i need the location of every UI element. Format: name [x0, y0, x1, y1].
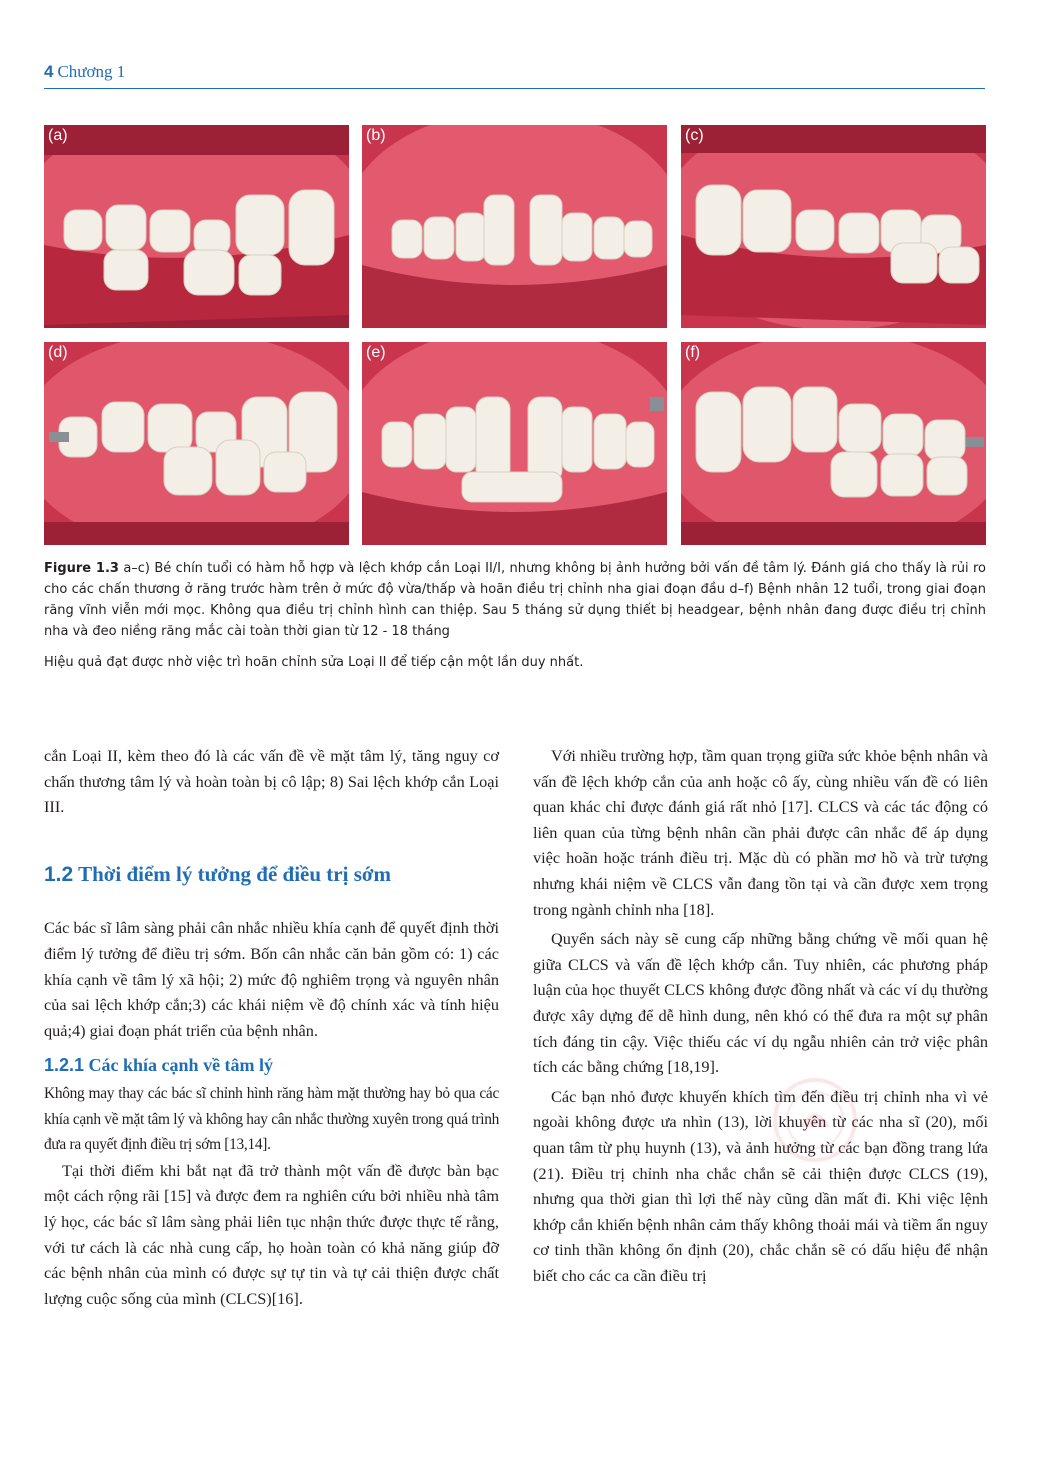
body-paragraph: Các bác sĩ lâm sàng phải cân nhắc nhiều khía cạnh để quyết định thời điểm lý tưởng để điều trị sớm. Bốn cân nhắc căn bản gồm có: 1) các khía cạnh về tâm lý xã hội; 2) mức độ nghiêm trọng và nguyên nhân của sai lệch khớp cắn;3) các khái niệm về độ chính xác và tính hiệu quả;4) giai đoạn phát triển của bệnh nhân. [44, 918, 499, 1040]
panel-label: (c) [685, 127, 704, 144]
body-paragraph: Các bạn nhỏ được khuyến khích tìm đến điều trị chỉnh nha vì vẻ ngoài không được ưa nhìn (13), lời khuyên từ các nha sĩ (20), mối quan tâm từ phụ huynh (13), và ảnh hưởng từ các bạn đồng trang lứa (21). Điều trị chỉnh nha chắc chắn sẽ cải thiện được CLCS (19), nhưng qua thời gian thì lợi thế này cũng dần mất đi. Khi việc lệnh khớp cắn khiến bệnh nhân cảm thấy không thoải mái và tiềm ẩn nguy cơ tinh thần không ổn định (20), chắc chắn sẽ có dấu hiệu để nhận biết cho các ca cần điều trị [533, 1086, 988, 1285]
subsection-title: Các khía cạnh về tâm lý [88, 1055, 274, 1076]
intraoral-photo-lateral [44, 125, 349, 328]
panel-label: (d) [48, 344, 68, 361]
subsection-heading [44, 1053, 499, 1079]
body-paragraph: Với nhiều trường hợp, tầm quan trọng giữa sức khỏe bệnh nhân và vấn đề lệch khớp cắn của anh hoặc cô ấy, cùng nhiều vấn đề có liên quan khác chỉ được đánh giá rất nhỏ [17]. CLCS và các tác động có liên quan của từng bệnh nhân cần phải được cân nhắc để áp dụng việc hoãn hoặc tránh điều trị. Mặc dù có phần mơ hồ và trừ tượng nhưng khái niệm về CLCS vẫn đang tồn tại và cần được xem trọng trong ngành chỉnh nha [18]. [533, 746, 988, 919]
subsection-number: 1.2.1 [44, 1055, 85, 1076]
intraoral-photo-lateral [44, 342, 349, 545]
body-paragraph: Tại thời điểm khi bắt nạt đã trở thành một vấn đề được bàn bạc một cách rộng rãi [15] và được đem ra nghiên cứu bởi nhiều nhà tâm lý học, các bác sĩ lâm sàng phải liên tục nhận thức được thực tế rằng, với tư cách là các nhà cung cấp, họ hoàn toàn có khả năng giúp đỡ các bệnh nhân của mình có được sự tự tin và tự cải thiện được chất lượng cuộc sống của mình (CLCS)[16]. [44, 1160, 499, 1308]
panel-label: (a) [48, 127, 68, 144]
photo-panel-b [362, 125, 667, 328]
section-title: Thời điểm lý tưởng để điều trị sớm [78, 861, 391, 886]
panel-label: (e) [366, 344, 386, 361]
watermark-seal-icon [770, 1075, 860, 1165]
photo-panel-e [362, 342, 667, 545]
chapter-title: Chương 1 [57, 62, 126, 81]
caption-note: Hiệu quả đạt được nhờ việc trì hoãn chỉnh sửa Loại II để tiếp cận một lần duy nhất. [44, 655, 584, 670]
panel-label: (b) [366, 127, 386, 144]
section-heading [44, 862, 499, 888]
body-paragraph: Quyển sách này sẽ cung cấp những bằng chứng về mối quan hệ giữa CLCS và vấn đề lệch khớp cắn. Tuy nhiên, các phương pháp luận của học thuyết CLCS không được đồng nhất và các ví dụ thường được xây dựng để dễ hình dung, nên khó có thể đưa ra một sự phân tích đáng tin cậy. Việc thiếu các ví dụ ngẫu nhiên cản trở việc phân tích các bằng chứng [18,19]. [533, 929, 988, 1077]
figure-label: Figure 1.3 [44, 561, 119, 576]
intraoral-photo-lateral [681, 342, 986, 545]
intraoral-photo-frontal [362, 342, 667, 545]
running-head [44, 62, 985, 89]
body-paragraph: Không may thay các bác sĩ chỉnh hình răng hàm mặt thường hay bỏ qua các khía cạnh về mặt tâm lý và không hay cân nhắc thường xuyên trong quá trình đưa ra quyết định điều trị sớm [13,14]. [44, 1084, 499, 1154]
left-column [44, 743, 499, 1311]
photo-panel-f [681, 342, 986, 545]
panel-label: (f) [685, 344, 701, 361]
body-paragraph: cắn Loại II, kèm theo đó là các vấn đề về mặt tâm lý, tăng nguy cơ chấn thương tâm lý và hoàn toàn bị cô lập; 8) Sai lệch khớp cắn Loại III. [44, 746, 499, 817]
intraoral-photo-frontal [362, 125, 667, 328]
photo-panel-c [681, 125, 986, 328]
section-number: 1.2 [44, 862, 74, 886]
photo-panel-a [44, 125, 349, 328]
intraoral-photo-lateral [681, 125, 986, 328]
page-number: 4 [44, 62, 54, 81]
photo-panel-d [44, 342, 349, 545]
caption-main [44, 558, 986, 642]
caption-text: a–c) Bé chín tuổi có hàm hỗ hợp và lệch khớp cắn Loại II/I, nhưng không bị ảnh hưởng bởi vấn đề tâm lý. Đánh giá cho thấy là rủi ro cho các chấn thương ở răng trước hàm trên ở mức độ vừa/thấp và hoãn điều trị chỉnh nha giai đoạn đầu d–f) Bệnh nhân 12 tuổi, trong giai đoạn răng vĩnh viễn mới mọc. Không qua điều trị chỉnh hình can thiệp. Sau 5 tháng sử dụng thiết bị headgear, bệnh nhân đang được điều trị chỉnh nha và đeo niềng răng mắc cài toàn thời gian từ 12 - 18 tháng [44, 561, 986, 639]
right-column [533, 743, 988, 1288]
figure-caption [44, 558, 986, 673]
